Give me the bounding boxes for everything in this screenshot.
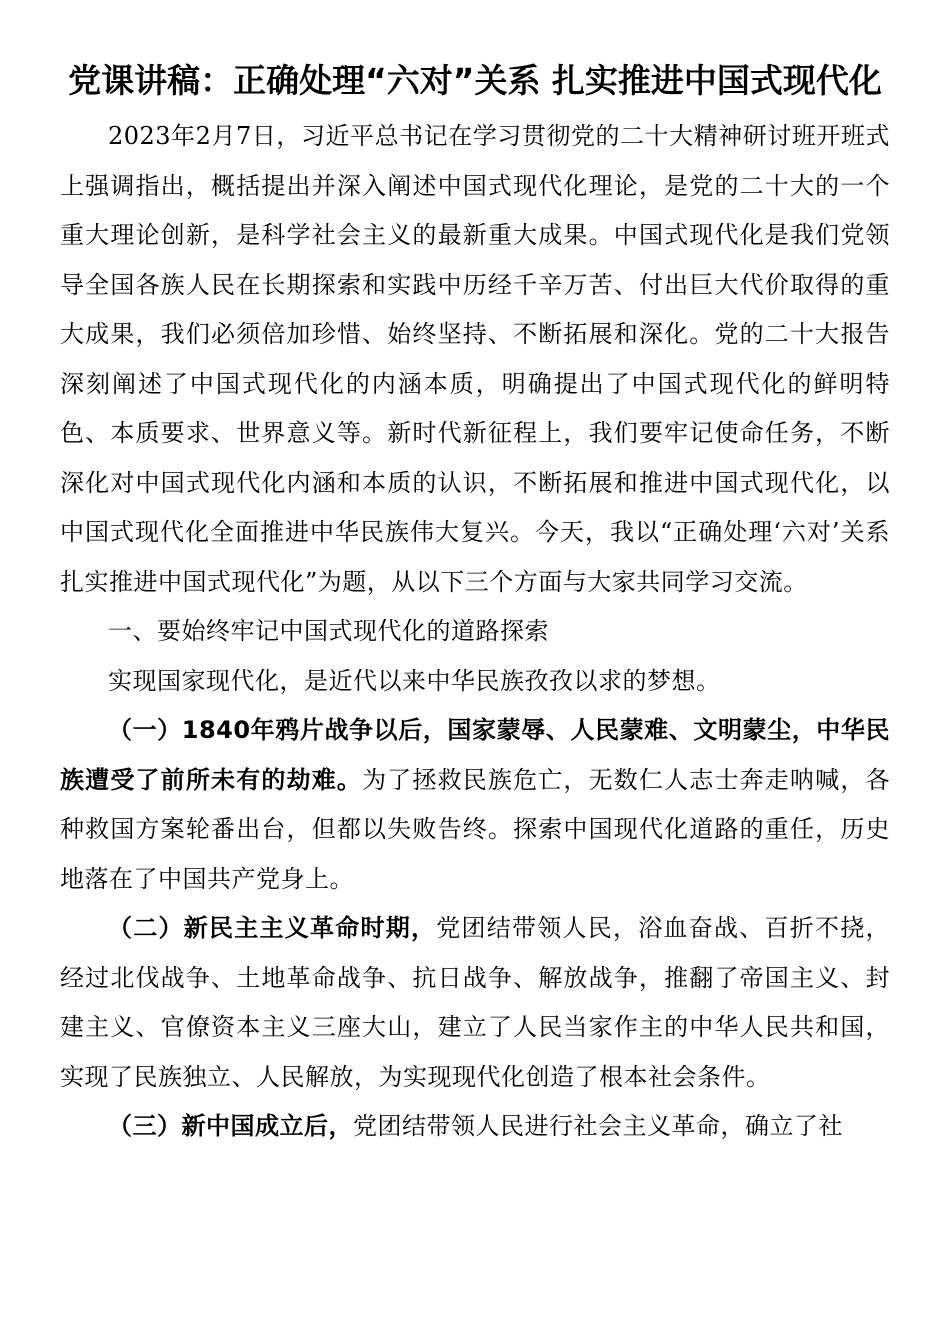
item-three-text: 党团结带领人民进行社会主义革命，确立了社 xyxy=(353,1112,843,1140)
item-one-bold-lead: （一）1840年鸦片战争以后，国家蒙辱、人民蒙难、文明蒙尘，中华民族遭受了前所未有的劫难。 xyxy=(60,716,890,794)
item-one-text: 为了拯救民族危亡，无数仁人志士奔走呐喊，各种救国方案轮番出台，但都以失败告终。探索中国现代化道路的重任，历史地落在了中国共产党身上。 xyxy=(60,765,890,893)
item-one-paragraph xyxy=(60,706,890,904)
document-title: 党课讲稿：正确处理“六对”关系 扎实推进中国式现代化 xyxy=(68,61,882,100)
item-two-paragraph xyxy=(60,904,890,1102)
item-three-paragraph xyxy=(60,1102,890,1152)
item-two-text: 党团结带领人民，浴血奋战、百折不挠，经过北伐战争、土地革命战争、抗日战争、解放战争，推翻了帝国主义、封建主义、官僚资本主义三座大山，建立了人民当家作主的中华人民共和国，实现了民族独立、人民解放，为实现现代化创造了根本社会条件。 xyxy=(60,914,890,1091)
section-lead-paragraph: 实现国家现代化，是近代以来中华民族孜孜以求的梦想。 xyxy=(108,666,721,695)
item-three-bold-lead: （三）新中国成立后， xyxy=(108,1112,353,1140)
item-two-bold-lead: （二）新民主主义革命时期， xyxy=(108,914,437,942)
intro-paragraph: 2023年2月7日，习近平总书记在学习贯彻党的二十大精神研讨班开班式上强调指出，概括提出并深入阐述中国式现代化理论，是党的二十大的一个重大理论创新，是科学社会主义的最新重大成果。中国式现代化是我们党领导全国各族人民在长期探索和实践中历经千辛万苦、付出巨大代价取得的重大成果，我们必须倍加珍惜、始终坚持、不断拓展和深化。党的二十大报告深刻阐述了中国式现代化的内涵本质，明确提出了中国式现代化的鲜明特色、本质要求、世界意义等。新时代新征程上，我们要牢记使命任务，不断深化对中国式现代化内涵和本质的认识，不断拓展和推进中国式现代化，以中国式现代化全面推进中华民族伟大复兴。今天，我以“正确处理‘六对’关系 扎实推进中国式现代化”为题，从以下三个方面与大家共同学习交流。 xyxy=(60,122,890,596)
section-heading: 一、要始终牢记中国式现代化的道路探索 xyxy=(108,617,549,645)
